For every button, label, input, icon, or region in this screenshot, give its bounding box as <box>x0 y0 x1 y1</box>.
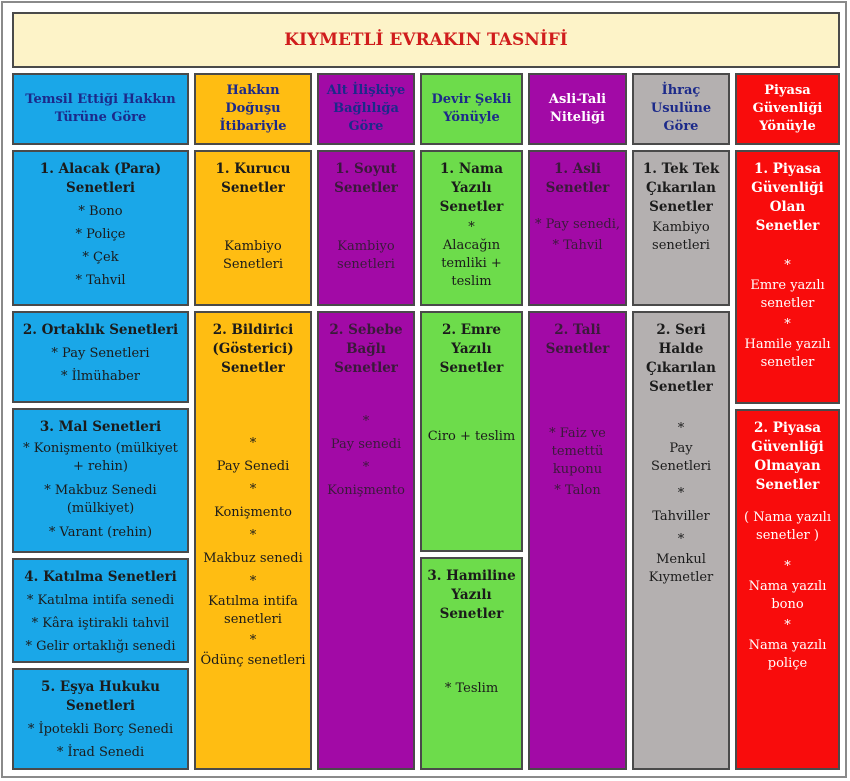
cell-seri-halde-cikarilan-senetler <box>632 311 730 770</box>
cell-nama-yazili-senetler <box>420 150 523 306</box>
list-item: * Varant (rehin) <box>48 525 153 540</box>
header-label: Devir Şekli Yönüyle <box>431 92 512 125</box>
list-item: * Pay Senetleri <box>51 346 150 361</box>
cell-title: 2. Piyasa Güvenliği Olmayan Senetler <box>751 420 824 493</box>
list-item: Konişmento <box>327 483 405 498</box>
cell-text: * Teslim <box>444 681 499 696</box>
header-alt-iliski <box>317 73 415 145</box>
cell-title: 1. Soyut Senetler <box>334 161 398 196</box>
cell-mal-senetleri <box>12 408 189 553</box>
header-devir-sekli <box>420 73 523 145</box>
cell-ortaklik-senetleri <box>12 311 189 403</box>
list-item: * Makbuz Senedi (mülkiyet) <box>44 483 157 516</box>
list-item: * Kâra iştirakli tahvil <box>31 616 170 631</box>
list-item: * Tahvil <box>552 238 603 253</box>
list-item: Alacağın temliki + teslim <box>441 238 502 289</box>
list-item: * Gelir ortaklığı senedi <box>25 639 176 654</box>
list-item: Katılma intifa senetleri <box>208 594 298 627</box>
cell-piyasa-guvenligi-olan <box>735 150 840 404</box>
header-label: Temsil Ettiği Hakkın Türüne Göre <box>25 92 176 125</box>
cell-tek-tek-cikarilan-senetler <box>632 150 730 306</box>
list-item: Konişmento <box>214 505 292 520</box>
cell-esya-hukuku-senetleri <box>12 668 189 770</box>
list-item: * <box>249 528 257 543</box>
list-item: Pay senedi <box>330 437 402 452</box>
cell-text: Kambiyo senetleri <box>337 239 395 272</box>
list-item: * <box>784 559 791 574</box>
cell-title: 4. Katılma Senetleri <box>24 569 177 585</box>
header-hak-turu <box>12 73 189 145</box>
list-item: Menkul Kıymetler <box>648 552 714 585</box>
cell-title: 2. Bildirici (Gösterici) Senetler <box>212 322 294 376</box>
cell-title: 2. Tali Senetler <box>545 322 610 357</box>
list-item: * <box>249 633 257 648</box>
list-item: * <box>249 482 257 497</box>
list-item: * <box>362 460 370 475</box>
header-label: Alt İlişkiye Bağlılığa Göre <box>326 83 406 134</box>
list-item: Emre yazılı senetler <box>750 278 825 311</box>
list-item: * <box>362 414 370 429</box>
cell-title: 3. Mal Senetleri <box>39 419 162 435</box>
list-item: * Konişmento (mülkiyet + rehin) <box>23 441 178 474</box>
cell-katilma-senetleri <box>12 558 189 663</box>
cell-title: 2. Emre Yazılı Senetler <box>439 322 504 376</box>
cell-title: 5. Eşya Hukuku Senetleri <box>41 679 160 714</box>
list-item: * <box>468 220 475 235</box>
list-item: * <box>784 317 791 332</box>
header-label: Hakkın Doğuşu İtibariyle <box>219 83 287 134</box>
list-item: * <box>249 436 257 451</box>
cell-text: Kambiyo senetleri <box>652 220 710 253</box>
cell-title: 3. Hamiline Yazılı Senetler <box>427 568 516 622</box>
cell-title: 1. Asli Senetler <box>545 161 610 196</box>
list-item: * Talon <box>554 483 601 498</box>
list-item: * Pay senedi, <box>534 217 621 232</box>
list-item: ( Nama yazılı senetler ) <box>744 510 831 543</box>
list-item: * <box>677 421 685 436</box>
list-item: * <box>677 486 685 501</box>
list-item: * Çek <box>82 250 119 265</box>
list-item: * İpotekli Borç Senedi <box>27 722 174 737</box>
table-title-cell <box>12 12 840 68</box>
table-title: KIYMETLİ EVRAKIN TASNİFİ <box>284 30 568 50</box>
cell-tali-senetler <box>528 311 627 770</box>
cell-title: 1. Kurucu Senetler <box>215 161 291 196</box>
header-label: Piyasa Güvenliği Yönüyle <box>752 83 823 134</box>
list-item: Makbuz senedi <box>203 551 303 566</box>
header-label: İhraç Usulüne Göre <box>650 83 712 134</box>
list-item: * İrad Senedi <box>56 745 145 760</box>
cell-title: 2. Sebebe Bağlı Senetler <box>329 322 403 376</box>
list-item: * <box>784 258 791 273</box>
list-item: Pay Senedi <box>216 459 290 474</box>
cell-asli-senetler <box>528 150 627 306</box>
list-item: * Faiz ve temettü kuponu <box>549 426 606 477</box>
cell-title: 1. Piyasa Güvenliği Olan Senetler <box>751 161 824 234</box>
cell-alacak-senetleri <box>12 150 189 306</box>
list-item: Nama yazılı poliçe <box>748 638 827 671</box>
header-hak-dogusu <box>194 73 312 145</box>
list-item: * Katılma intifa senedi <box>26 593 175 608</box>
header-label: Asli-Tali Niteliği <box>548 92 607 125</box>
cell-piyasa-guvenligi-olmayan <box>735 409 840 770</box>
cell-text: Ciro + teslim <box>427 429 516 444</box>
cell-title: 1. Alacak (Para) Senetleri <box>39 161 162 196</box>
list-item: * Tahvil <box>75 273 126 288</box>
list-item: * Bono <box>78 204 123 219</box>
cell-bildirici-senetler <box>194 311 312 770</box>
cell-title: 2. Seri Halde Çıkarılan Senetler <box>646 322 716 395</box>
cell-title: 1. Nama Yazılı Senetler <box>439 161 504 215</box>
list-item: * İlmühaber <box>61 369 140 384</box>
list-item: * <box>677 532 685 547</box>
header-piyasa-guvenligi <box>735 73 840 145</box>
cell-hamiline-yazili-senetler <box>420 557 523 770</box>
header-ihrac-usulu <box>632 73 730 145</box>
list-item: Tahviller <box>652 509 710 524</box>
cell-title: 2. Ortaklık Senetleri <box>22 322 179 338</box>
classification-table <box>1 1 847 778</box>
header-asli-tali <box>528 73 627 145</box>
list-item: * <box>249 574 257 589</box>
list-item: Nama yazılı bono <box>748 579 827 612</box>
cell-emre-yazili-senetler <box>420 311 523 552</box>
cell-title: 1. Tek Tek Çıkarılan Senetler <box>642 161 720 215</box>
cell-soyut-senetler <box>317 150 415 306</box>
list-item: * Poliçe <box>75 227 126 242</box>
list-item: Pay Senetleri <box>650 441 712 474</box>
cell-kurucu-senetler <box>194 150 312 306</box>
list-item: Hamile yazılı senetler <box>744 337 831 370</box>
cell-text: Kambiyo Senetleri <box>222 239 284 272</box>
list-item: * <box>784 618 791 633</box>
list-item: Ödünç senetleri <box>200 653 306 668</box>
cell-sebebe-bagli-senetler <box>317 311 415 770</box>
